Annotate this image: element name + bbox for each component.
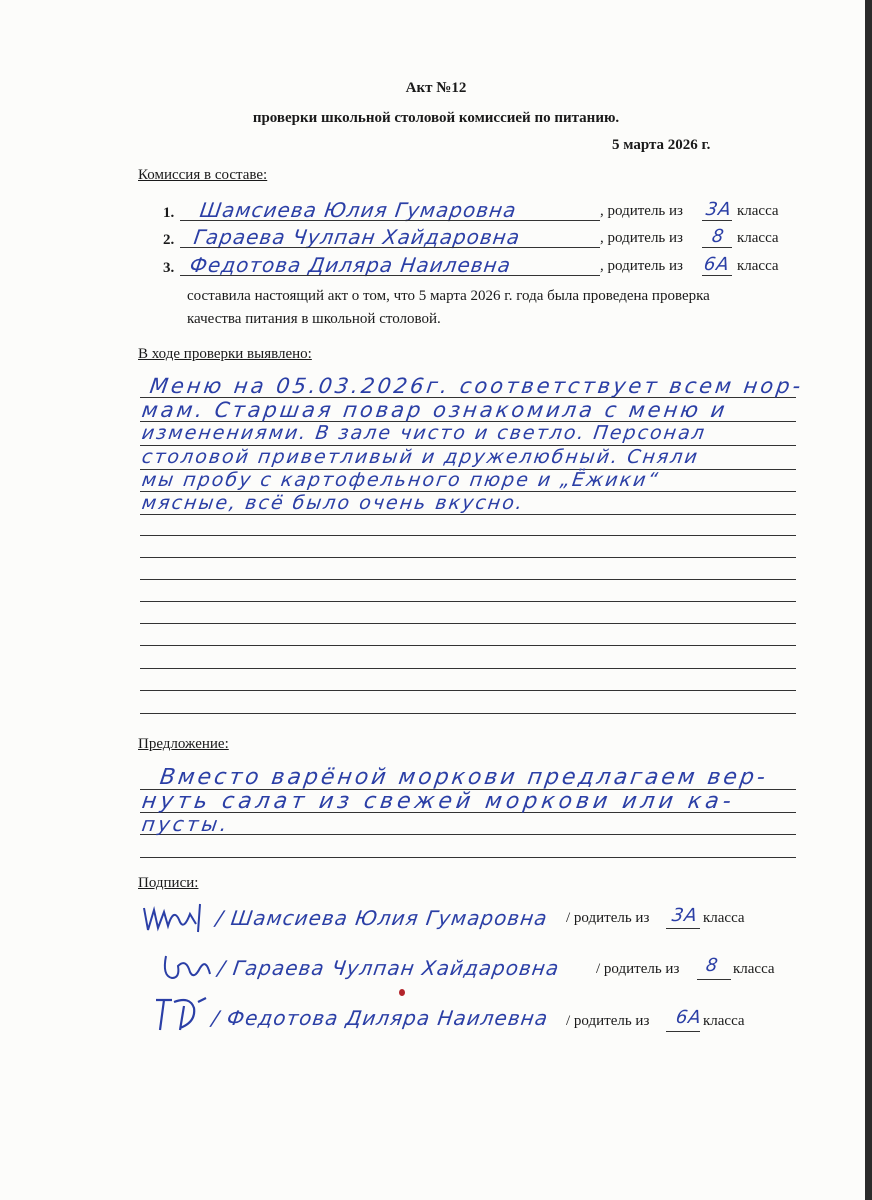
member-class: 8 bbox=[710, 226, 726, 247]
document-title: Акт №12 bbox=[405, 80, 467, 96]
member-name: Федотова Диляра Наилевна bbox=[188, 253, 513, 277]
proposal-line: пусты. bbox=[140, 812, 232, 836]
findings-line: мам. Старшая повар ознакомила с меню и bbox=[140, 398, 730, 422]
findings-line: столовой приветливый и дружелюбный. Сняли bbox=[140, 446, 701, 468]
signature-class: 6А bbox=[674, 1007, 704, 1028]
signature-name: / Федотова Диляра Наилевна bbox=[210, 1006, 550, 1030]
commission-label: Комиссия в составе: bbox=[138, 167, 268, 183]
member-class-suffix: класса bbox=[737, 258, 779, 274]
signature-class-suffix: класса bbox=[703, 1013, 745, 1029]
signature-class-suffix: класса bbox=[703, 910, 745, 926]
document-date: 5 марта 2026 г. bbox=[612, 137, 711, 153]
member-name: Гараева Чулпан Хайдаровна bbox=[192, 225, 522, 249]
signature-mark bbox=[150, 994, 210, 1034]
member-class: 3А bbox=[704, 199, 734, 220]
member-class-suffix: класса bbox=[737, 230, 779, 246]
signature-role: / родитель из bbox=[566, 1013, 650, 1029]
signature-name: / Шамсиева Юлия Гумаровна bbox=[214, 906, 550, 930]
signature-class: 8 bbox=[704, 955, 720, 976]
scan-edge bbox=[865, 0, 872, 1200]
signature-mark bbox=[140, 900, 204, 936]
findings-line: Меню на 05.03.2026г. соответствует всем нор- bbox=[148, 374, 805, 398]
signature-name: / Гараева Чулпан Хайдаровна bbox=[216, 956, 562, 980]
findings-line: изменениями. В зале чисто и светло. Персонал bbox=[140, 422, 708, 444]
signature-role: / родитель из bbox=[596, 961, 680, 977]
signatures-label: Подписи: bbox=[138, 875, 199, 891]
document-subtitle: проверки школьной столовой комиссией по питанию. bbox=[252, 110, 620, 126]
member-class: 6А bbox=[702, 254, 732, 275]
findings-line: мясные, всё было очень вкусно. bbox=[140, 492, 526, 514]
statement-line-2: качества питания в школьной столовой. bbox=[187, 311, 441, 327]
member-role: , родитель из bbox=[600, 258, 683, 274]
signature-role: / родитель из bbox=[566, 910, 650, 926]
proposal-label: Предложение: bbox=[138, 736, 229, 752]
statement-line-1: составила настоящий акт о том, что 5 марта 2026 г. года была проведена проверка bbox=[187, 288, 710, 304]
member-role: , родитель из bbox=[600, 203, 683, 219]
signature-mark bbox=[160, 948, 216, 984]
member-role: , родитель из bbox=[600, 230, 683, 246]
proposal-line: Вместо варёной моркови предлагаем вер- bbox=[158, 765, 770, 790]
signature-class: 3А bbox=[670, 905, 700, 926]
findings-line: мы пробу с картофельного пюре и „Ёжики“ bbox=[140, 469, 661, 491]
member-number: 3. bbox=[163, 260, 175, 276]
member-name: Шамсиева Юлия Гумаровна bbox=[198, 198, 519, 222]
member-number: 1. bbox=[163, 205, 175, 221]
member-class-suffix: класса bbox=[737, 203, 779, 219]
ink-spot bbox=[399, 989, 405, 996]
signature-class-suffix: класса bbox=[733, 961, 775, 977]
findings-label: В ходе проверки выявлено: bbox=[138, 346, 312, 362]
proposal-line: нуть салат из свежей моркови или ка- bbox=[140, 789, 737, 814]
member-number: 2. bbox=[163, 232, 175, 248]
